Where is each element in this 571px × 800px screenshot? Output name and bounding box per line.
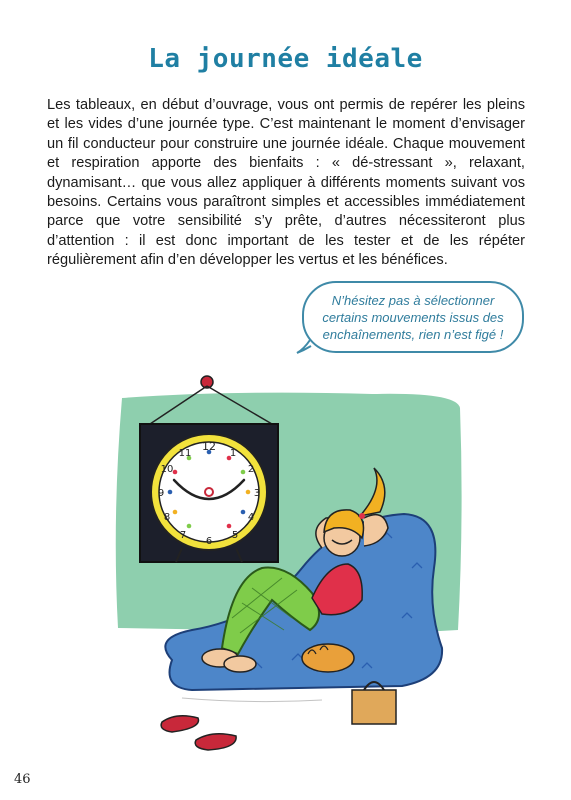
right-shoe <box>195 734 236 750</box>
left-shoe <box>161 716 198 732</box>
tip-speech-bubble <box>302 281 524 353</box>
clock-number-7: 7 <box>179 530 187 541</box>
speech-bubble-tail <box>296 338 312 354</box>
sleeping-cat <box>302 644 354 672</box>
clock-number-8: 8 <box>163 512 171 523</box>
intro-paragraph: Les tableaux, en début d’ouvrage, vous ont permis de repérer les pleins et les vides d’une journée type. C’est maintenant le moment d’envisager un fil conducteur pour construire une journée idéale. Chaque mouvement et respiration apporte des bienfaits : « dé-stressant », relaxant, dynamisant… que vous allez appliquer à différents moments suivant vos besoins. Certains vous paraîtront simples et accessibles immédiatement parce que votre sensibilité s’y prête, d’autres nécessiteront plus d’attention : il est donc important de les tester et de les répéter régulièrement afin d’en développer les vertus et les bénéfices. <box>47 97 525 269</box>
leather-bag <box>352 690 396 724</box>
clock-number-10: 10 <box>160 464 174 475</box>
clock-number-11: 11 <box>178 448 192 459</box>
clock-number-9: 9 <box>157 488 165 499</box>
clock-number-6: 6 <box>205 536 213 547</box>
clock-number-2: 2 <box>247 464 255 475</box>
clock-number-4: 4 <box>247 512 255 523</box>
relaxing-woman-illustration <box>112 368 512 768</box>
page-number: 46 <box>14 772 31 787</box>
clock-number-12: 12 <box>202 440 216 453</box>
page-title: La journée idéale <box>148 44 423 74</box>
tip-text: N’hésitez pas à sélectionner certains mouvements issus des enchaînements, rien n’est figé ! <box>322 292 504 342</box>
clock-number-3: 3 <box>253 488 261 499</box>
clock-number-5: 5 <box>231 530 239 541</box>
right-foot <box>224 656 256 672</box>
clock-number-1: 1 <box>229 448 237 459</box>
